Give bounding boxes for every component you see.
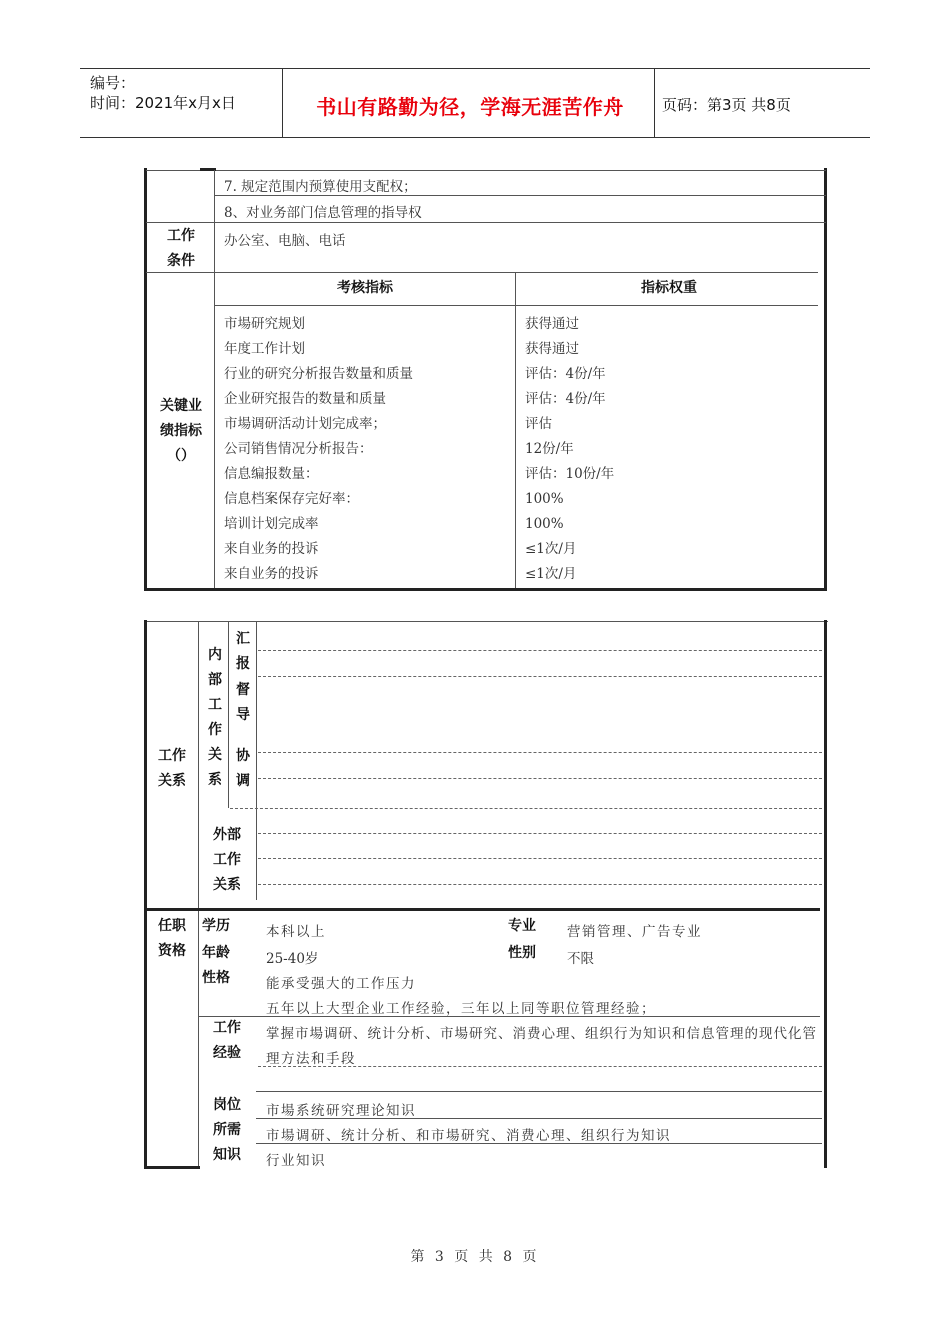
kpi-weight: 评估：4份/年 bbox=[525, 366, 606, 382]
kpi-indicator: 市場调研活动计划完成率； bbox=[224, 416, 386, 432]
kpi-weight: 获得通过 bbox=[525, 341, 579, 357]
row-divider bbox=[146, 272, 818, 273]
blank-line bbox=[258, 833, 822, 834]
major-label: 专业 bbox=[508, 918, 536, 934]
kpi-indicator: 信息档案保存完好率： bbox=[224, 491, 359, 507]
content-column-divider bbox=[256, 622, 257, 900]
kpi-indicator: 行业的研究分析报告数量和质量 bbox=[224, 366, 413, 382]
kpi-weight: 获得通过 bbox=[525, 316, 579, 332]
table-border-bottom bbox=[144, 588, 827, 591]
authority-item-7: 7. 规定范围内预算使用支配权； bbox=[224, 179, 417, 195]
kpi-indicator: 企业研究报告的数量和质量 bbox=[224, 391, 386, 407]
character-value: 能承受强大的工作压力 bbox=[266, 976, 416, 992]
kpi-weight: ≤1次/月 bbox=[525, 566, 577, 582]
experience-label: 工作 经验 bbox=[213, 1020, 241, 1061]
kpi-weight: 12份/年 bbox=[525, 441, 574, 457]
experience-line: 理方法和手段 bbox=[266, 1051, 356, 1067]
kpi-weight: 评估：4份/年 bbox=[525, 391, 606, 407]
table-border-bottom bbox=[144, 1166, 200, 1169]
kpi-weight: 评估：10份/年 bbox=[525, 466, 615, 482]
knowledge-line: 行业知识 bbox=[266, 1153, 326, 1169]
blank-line bbox=[258, 884, 822, 885]
work-conditions-value: 办公室、电脑、电话 bbox=[224, 233, 346, 249]
kpi-weight: ≤1次/月 bbox=[525, 541, 577, 557]
blank-line bbox=[258, 858, 822, 859]
kpi-indicator: 来自业务的投诉 bbox=[224, 566, 319, 582]
major-value: 营销管理、广告专业 bbox=[567, 924, 702, 940]
blank-line bbox=[258, 752, 822, 753]
qualifications-label: 任职 资格 bbox=[158, 918, 186, 959]
gender-value: 不限 bbox=[567, 951, 594, 967]
kpi-indicator: 信息编报数量： bbox=[224, 466, 319, 482]
character-label: 性格 bbox=[202, 970, 230, 986]
knowledge-label: 岗位 所需 知识 bbox=[213, 1097, 241, 1163]
row-divider bbox=[214, 195, 826, 196]
blank-line bbox=[258, 778, 822, 779]
page-footer: 第 3 页 共 8 页 bbox=[410, 1249, 540, 1265]
table-border-top bbox=[146, 170, 826, 171]
row-divider bbox=[198, 1016, 820, 1017]
kpi-indicator: 年度工作计划 bbox=[224, 341, 305, 357]
kpi-weight: 评估 bbox=[525, 416, 552, 432]
header-divider bbox=[282, 69, 283, 137]
header-page-info: 页码：第3页 共8页 bbox=[662, 96, 791, 114]
row-divider bbox=[256, 1143, 822, 1144]
supervise-label: 督 导 bbox=[236, 682, 250, 723]
label-column-divider bbox=[214, 170, 215, 588]
internal-subcolumn-divider bbox=[228, 622, 229, 808]
report-label: 汇 报 bbox=[236, 631, 250, 672]
authority-item-8: 8、对业务部门信息管理的指导权 bbox=[224, 205, 422, 221]
kpi-indicator: 来自业务的投诉 bbox=[224, 541, 319, 557]
page-header bbox=[80, 68, 870, 138]
external-relations-label: 外部 工作 关系 bbox=[213, 827, 241, 893]
kpi-label: 关键业 绩指标 （） bbox=[160, 398, 202, 464]
document-date: 时间：2021年x月x日 bbox=[90, 94, 236, 112]
row-divider bbox=[146, 222, 826, 223]
header-motto: 书山有路勤为径，学海无涯苦作舟 bbox=[316, 95, 624, 119]
row-divider bbox=[256, 1118, 822, 1119]
knowledge-line: 市場系统研究理论知识 bbox=[266, 1103, 416, 1119]
kpi-indicator: 市場研究规划 bbox=[224, 316, 305, 332]
education-label: 学历 bbox=[202, 918, 230, 934]
kpi-column-divider bbox=[515, 272, 516, 588]
kpi-indicator: 培训计划完成率 bbox=[224, 516, 319, 532]
header-meta bbox=[90, 73, 236, 113]
kpi-indicator: 公司销售情况分析报告： bbox=[224, 441, 373, 457]
kpi-header-weight: 指标权重 bbox=[641, 280, 697, 296]
table-border-top bbox=[146, 621, 828, 622]
gender-label: 性别 bbox=[508, 945, 536, 961]
table-border-right bbox=[824, 168, 827, 590]
kpi-header-indicator: 考核指标 bbox=[337, 280, 393, 296]
kpi-weight: 100% bbox=[525, 491, 564, 507]
coordinate-label: 协 调 bbox=[236, 748, 250, 789]
experience-line: 掌握市場调研、统计分析、市場研究、消费心理、组织行为知识和信息管理的现代化管 bbox=[266, 1026, 817, 1042]
kpi-weight: 100% bbox=[525, 516, 564, 532]
blank-line bbox=[258, 676, 822, 677]
section-divider bbox=[144, 908, 820, 911]
label-column-divider bbox=[198, 622, 199, 1168]
experience-line: 五年以上大型企业工作经验，三年以上同等职位管理经验； bbox=[266, 1001, 656, 1017]
blank-line bbox=[258, 1066, 822, 1067]
relations-label: 工作 关系 bbox=[158, 748, 186, 789]
age-value: 25-40岁 bbox=[266, 951, 319, 967]
table-border-left bbox=[144, 168, 147, 590]
work-conditions-label: 工作 条件 bbox=[167, 228, 195, 269]
blank-line bbox=[258, 650, 822, 651]
document-number: 编号： bbox=[90, 74, 136, 92]
education-value: 本科以上 bbox=[266, 924, 326, 940]
age-label: 年龄 bbox=[202, 945, 230, 961]
internal-relations-label: 内 部 工 作 关 系 bbox=[208, 647, 222, 788]
blank-line bbox=[230, 808, 822, 809]
row-divider bbox=[256, 1091, 822, 1092]
knowledge-line: 市場调研、统计分析、和市場研究、消费心理、组织行为知识 bbox=[266, 1128, 671, 1144]
kpi-header-divider bbox=[214, 305, 818, 306]
table-border-left bbox=[144, 620, 147, 1168]
table-border-right bbox=[824, 620, 827, 1168]
